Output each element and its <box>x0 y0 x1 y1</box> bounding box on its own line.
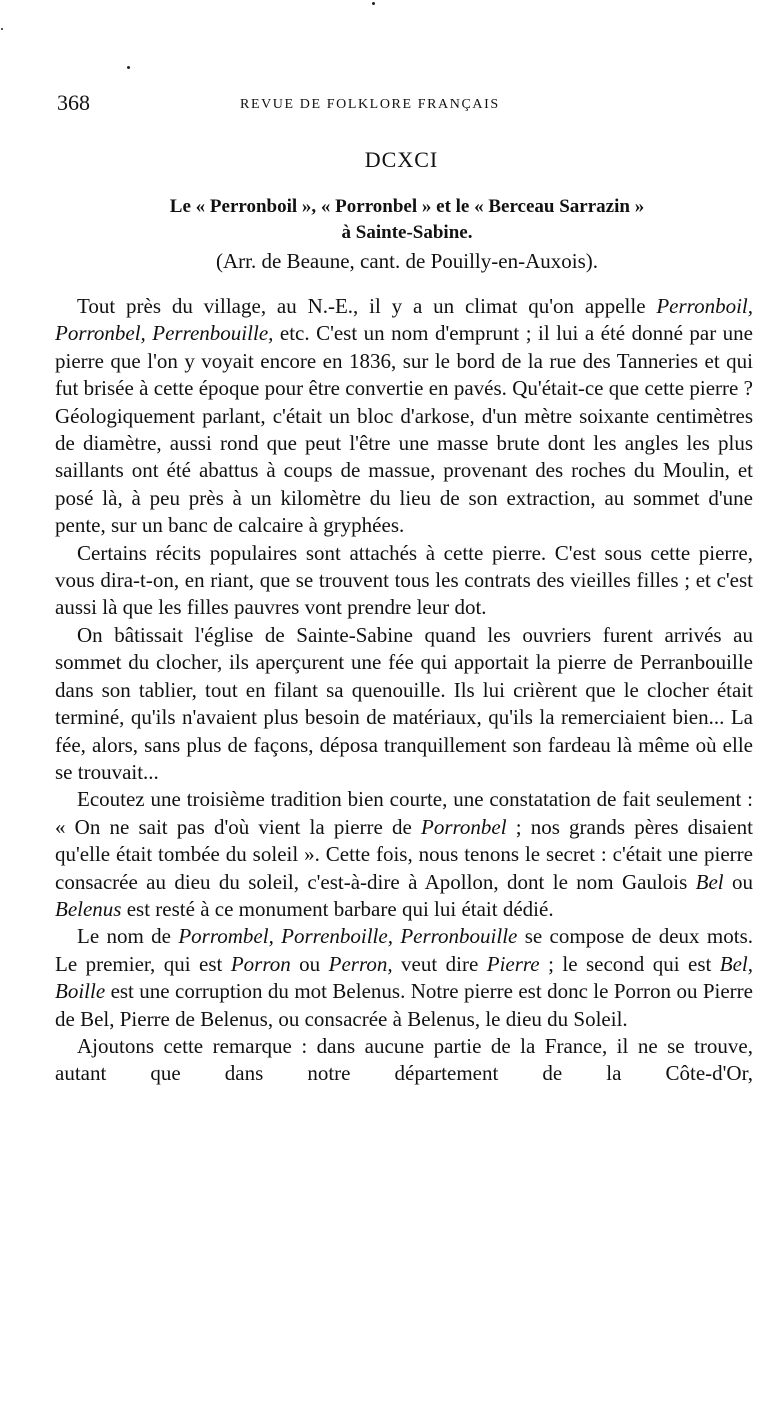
journal-title: REVUE DE FOLKLORE FRANÇAIS <box>240 97 500 112</box>
page-number: 368 <box>57 90 90 115</box>
paragraph-5: Le nom de Porrombel, Porrenboille, Perronbouille se compose de deux mots. Le premier, qui est Porron ou Perron, veut dire Pierre ; le second qui est Bel, Boille est une corruption du mot Belenus. Notre pierre est donc le Porron ou Pierre de Bel, Pierre de Belenus, ou consacrée à Belenus, le dieu du Soleil. <box>55 924 754 1031</box>
article-title-line-2: à Sainte-Sabine. <box>341 222 473 243</box>
article-subtitle: (Arr. de Beaune, cant. de Pouilly-en-Auxois). <box>216 249 598 273</box>
paragraph-4: Ecoutez une troisième tradition bien courte, une constatation de fait seulement : « On ne sait pas d'où vient la pierre de Porronbel ; nos grands pères disaient qu'elle était tombée du soleil ». Cette fois, nous tenons le secret : c'était une pierre consacrée au dieu du soleil, c'est-à-dire à Apollon, dont le nom Gaulois Bel ou Belenus est resté à ce monument barbare qui lui était dédié. <box>55 787 754 921</box>
section-number: DCXCI <box>364 147 439 172</box>
scan-speck <box>1 28 3 30</box>
article-title-line-1: Le « Perronboil », « Porronbel » et le « Berceau Sarrazin » <box>169 196 645 217</box>
paragraph-2: Certains récits populaires sont attachés à cette pierre. C'est sous cette pierre, vous dira-t-on, en riant, que se trouvent tous les contrats des vieilles filles ; et c'est aussi là que les filles pauvres vont prendre leur dot. <box>55 540 753 620</box>
article-body <box>55 293 753 1088</box>
paragraph-6: Ajoutons cette remarque : dans aucune partie de la France, il ne se trouve, autant que dans notre département de la Côte-d'Or, <box>55 1033 753 1086</box>
paragraph-3: On bâtissait l'église de Sainte-Sabine quand les ouvriers furent arrivés au sommet du clocher, ils aperçurent une fée qui apportait la pierre de Perranbouille dans son tablier, tout en filant sa quenouille. Ils lui crièrent que le clocher était terminé, qu'ils n'avaient plus besoin de matériaux, qu'ils la remerciaient bien... La fée, alors, sans plus de façons, déposa tranquillement son fardeau là même où elle se trouvait... <box>55 622 753 784</box>
running-head <box>57 90 757 120</box>
scan-speck <box>372 2 375 5</box>
scan-speck <box>127 66 130 69</box>
paragraph-1: Tout près du village, au N.-E., il y a un climat qu'on appelle Perronboil, Porronbel, Perrenbouille, etc. C'est un nom d'emprunt ; il lui a été donné par une pierre que l'on y voyait encore en 1836, sur le bord de la rue des Tanneries et qui fut brisée à cette époque pour être convertie en pavés. Qu'était-ce que cette pierre ? Géologiquement parlant, c'était un bloc d'arkose, d'un mètre soixante centimètres de diamètre, aussi rond que peut l'être une masse brute dont les angles les plus saillants ont été abattus à coups de massue, provenant des roches du Moulin, et posé là, à peu près à un kilomètre du lieu de son extraction, au sommet d'une pente, sur un banc de calcaire à gryphées. <box>55 294 753 538</box>
article-title <box>57 194 757 246</box>
